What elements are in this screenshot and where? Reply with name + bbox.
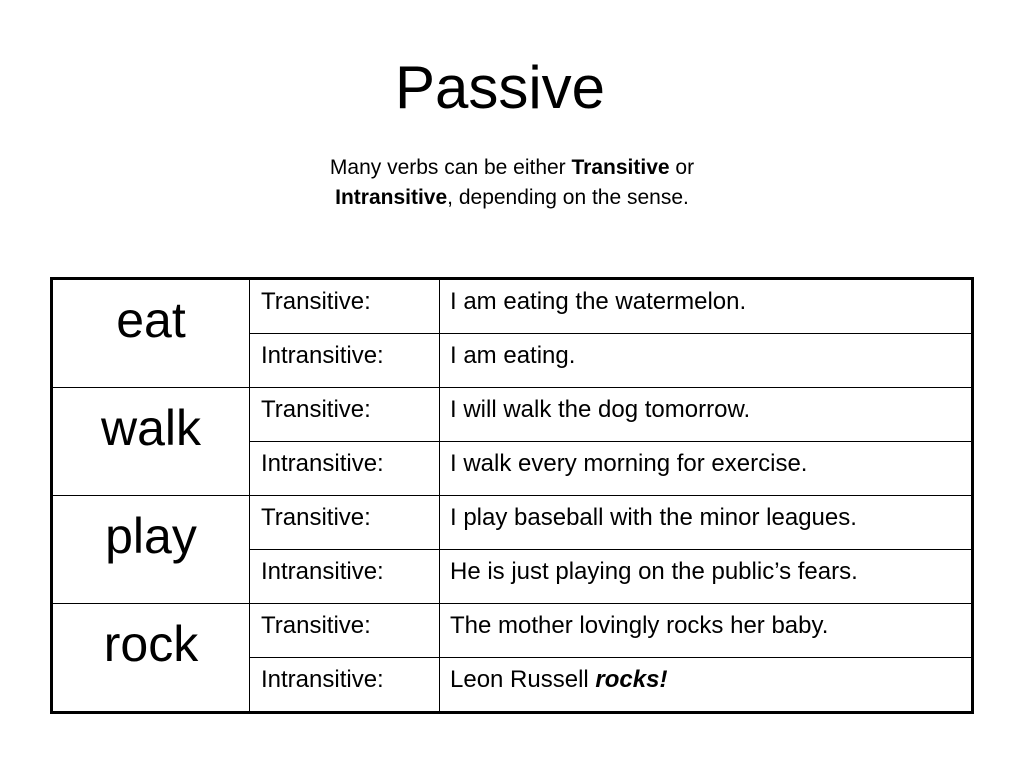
intransitive-example-emphasis: rocks! [595,666,668,693]
verb-cell: play [52,496,250,604]
transitive-example: I will walk the dog tomorrow. [440,388,973,442]
verb-cell: eat [52,279,250,388]
intransitive-example: I am eating. [440,334,973,388]
subtitle-text-1: Many verbs can be either [329,156,572,179]
intransitive-label: Intransitive: [250,658,440,713]
intransitive-example [440,658,973,713]
verb-cell: walk [52,388,250,496]
subtitle-text-2: or [669,156,695,179]
transitive-label: Transitive: [250,496,440,550]
intransitive-label: Intransitive: [250,550,440,604]
subtitle-text-3: , depending on the sense. [447,186,689,209]
slide-subtitle [0,153,1024,213]
table-row [52,496,973,550]
transitive-label: Transitive: [250,388,440,442]
intransitive-label: Intransitive: [250,442,440,496]
transitive-example: I am eating the watermelon. [440,279,973,334]
table-row [52,604,973,658]
transitive-example: The mother lovingly rocks her baby. [440,604,973,658]
subtitle-intransitive: Intransitive [335,186,448,209]
verb-cell: rock [52,604,250,713]
intransitive-label: Intransitive: [250,334,440,388]
transitive-label: Transitive: [250,604,440,658]
verb-table [50,277,974,714]
table-row [52,279,973,334]
intransitive-example-text: Leon Russell [450,666,596,693]
slide-title: Passive [394,54,606,121]
transitive-example: I play baseball with the minor leagues. [440,496,973,550]
table-row [52,388,973,442]
intransitive-example: He is just playing on the public’s fears. [440,550,973,604]
transitive-label: Transitive: [250,279,440,334]
intransitive-example: I walk every morning for exercise. [440,442,973,496]
subtitle-transitive: Transitive [571,156,670,179]
